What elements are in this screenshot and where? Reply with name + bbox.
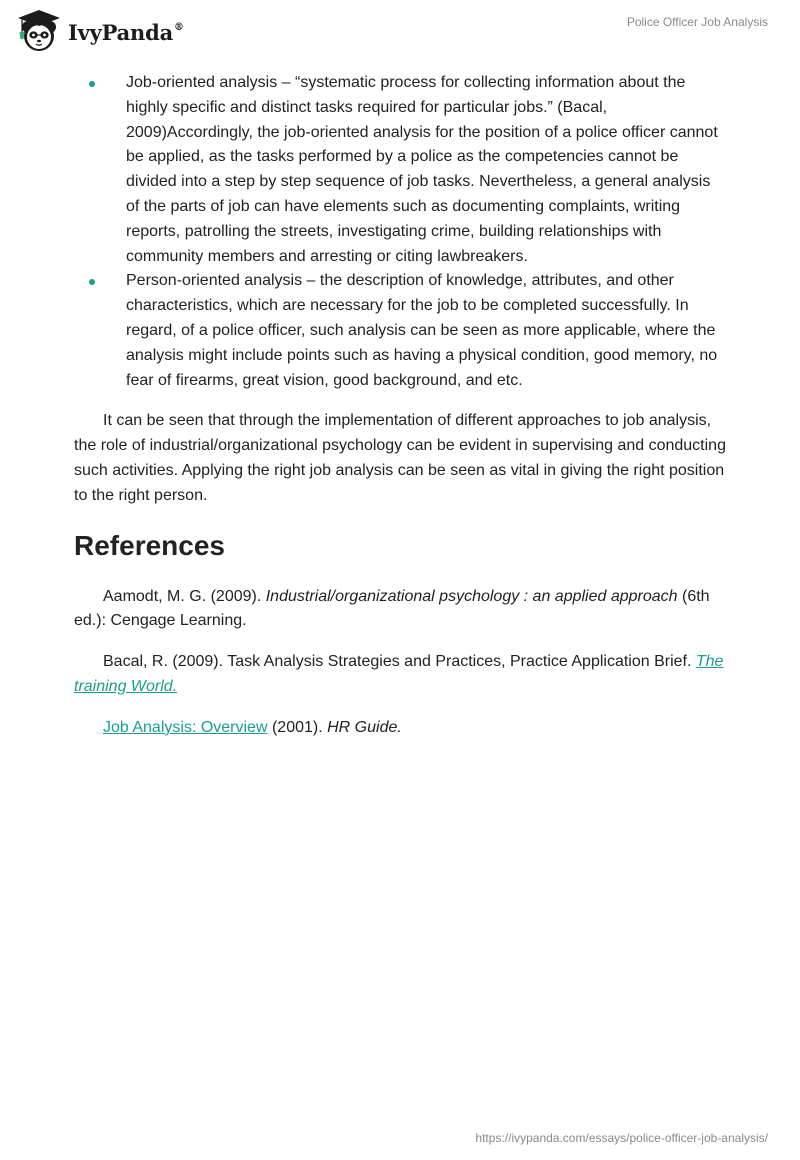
bullet-text: Person-oriented analysis – the description of knowledge, attributes, and other characteristics, which are necessary for the job to be completed successfully. In regard, of a police officer, such analysis can be seen as more applicable, where the analysis might include points such as having a physical condition, good memory, no fear of firearms, great vision, good background, and etc. [126,272,718,389]
panda-graduate-icon [16,8,62,54]
conclusion-paragraph: It can be seen that through the implementation of different approaches to job analysis, the role of industrial/organizational psychology can be evident in supervising and conducting such activities. Applying the right job analysis can be seen as vital in giving the right position to the right person. [74,412,726,504]
ivypanda-logo[interactable] [16,8,184,54]
bullet-text: Job-oriented analysis – “systematic process for collecting information about the highly specific and distinct tasks required for particular jobs.” (Bacal, 2009)Accordingly, the job-oriented analysis for the position of a police officer cannot be applied, as the tasks performed by a police as the competencies cannot be divided into a step by step sequence of job tasks. Nevertheless, a general analysis of the parts of job can have elements such as documenting complaints, writing reports, patrolling the streets, investigating crime, building relationships with community members and arresting or citing lawbreakers. [126,74,718,265]
reference-year: (2001). [267,718,328,736]
registered-mark: ® [174,21,184,33]
reference-entry [74,585,726,635]
list-item [74,269,726,393]
list-item [74,71,726,269]
reference-details: (6th ed.): Cengage Learning. [74,587,710,630]
bullet-dot-icon [89,279,95,285]
page-header [0,0,800,62]
reference-author: Aamodt, M. G. (2009). [103,587,266,605]
logo-text: IvyPanda® [68,19,184,45]
reference-source: HR Guide. [327,718,402,736]
reference-text: Bacal, R. (2009). Task Analysis Strategies and Practices, Practice Application Brief. [103,653,696,671]
job-analysis-overview-link[interactable]: Job Analysis: Overview [103,718,268,736]
references-heading: References [74,529,225,561]
source-url: https://ivypanda.com/essays/police-officer-job-analysis/ [475,1131,768,1145]
document-title: Police Officer Job Analysis [626,15,768,29]
document-body [74,71,726,741]
reference-entry [74,650,726,700]
training-world-link[interactable]: The training World. [74,653,724,695]
reference-title: Industrial/organizational psychology : an applied approach [265,587,678,605]
bullet-dot-icon [89,81,95,87]
reference-entry [74,716,726,741]
analysis-types-list [74,71,726,393]
